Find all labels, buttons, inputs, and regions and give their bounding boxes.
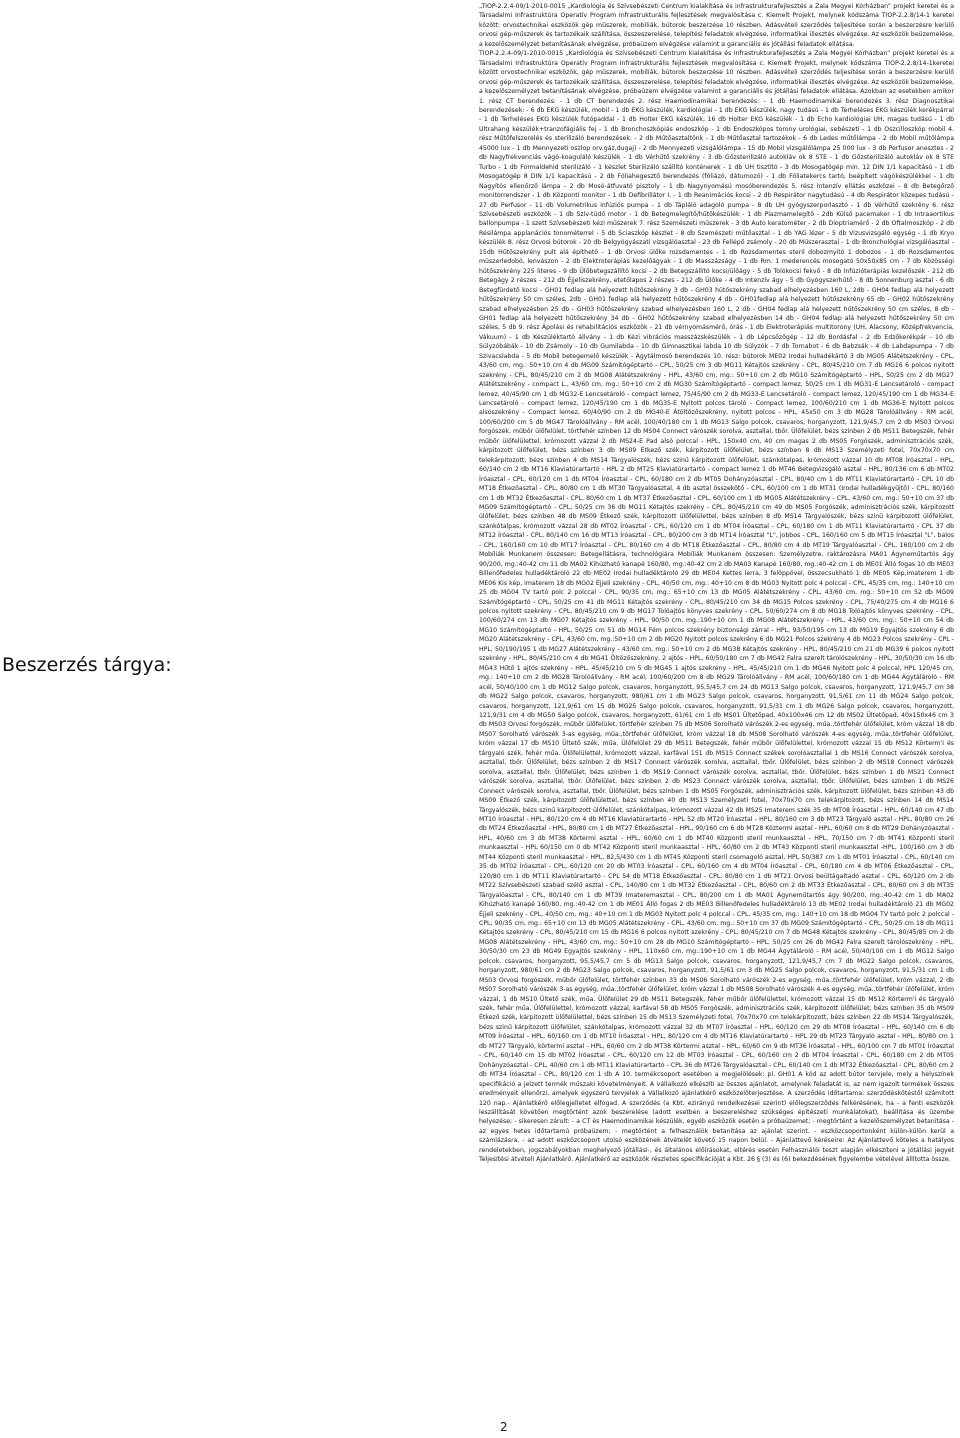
paragraph-intro: „TIOP-2.2.4-09/1-2010-0015 „Kardiológia és Szívsebészeti Centrum kialakítása és infrastrukturafejlesztés a Zala Megyei Kórházban” projekt keretei és a Társadalmi Infrastruktúra Operatív Program Infrastrukturális fejlesztések megvalósítása c. Kiemelt Projekt, melynek kódszáma TIOP-2.2.8/14-1 keretei között: orvostechnikai eszközök gép műszerek, mobíliák, bútorok beszerzése 10 részben. Adásvételi szerződés teljesítése során a beszerzésre kerülő orvosi gép-műszerek és tartozékaik szállítása, összeszerelése, telepítési feladatok elvégzése, informatikai illesztés elvégzése. Az eszközök beüzemelése, a kezelőszemélyzet betanításának elvégzése, próbaüzem elvégzése valamint a garanciális és jótállási feladatok ellátása. [479, 3, 954, 48]
paragraph-details: TIOP-2.2.4-09/1-2010-0015 „Kardiológia és Szívsebészeti Centrum kialakítása és infrastrukturafejlesztés a Zala Megyei Kórházban” projekt keretei és a Társadalmi Infrastruktúra Operatív Program Infrastrukturális fejlesztések megvalósítása c. Kiemelt Projekt, melynek kódszáma TIOP-2.2.8/14-1keretei között orvostechnikai eszközök, gép műszerek, mobíliák, bútorok beszerzése 10 részben. Adásvételi szerződés teljesítése során a beszerzésre kerülő orvosi gép-műszerek és tartozékaik szállítása, összeszerelése, telepítési feladatok elvégzése, informatikai illesztés elvégzése. Az eszközök beüzemelése, a kezelőszemélyzet betanításának elvégzése, próbaüzem elvégzése valamint a garanciális és jótállási feladatok ellátása. Azokban az esetekben amikor 1. rész CT berendezés: - 1 db CT berendezés 2. rész Haemodinamikai berendezés: - 1 db Haemodinamikai berendezés 3. rész Diagnosztikai berendezések: - 6 db EKG készülék, mobil - 1 db EKG készülék, kardiológiai - 1 db EKG készülék, nagy tudású - 1 db Terheléses EKG készülék kerékpárral - 1 db Terheléses EKG készülék futópaddal - 1 db Holter EKG készülék, 16 db Holter EKG készülék - 1 db Echo kardiológiai UH, magas tudású - 1 db Ultrahang készülék+tranzofágiális fej - 1 db Bronchoszkópiás endoszkóp - 1 db Endoszkópos torony urológiai, sebészeti - 1 db Oszcilloszkóp mobil 4. rész Műtőfelszerelés és sterilizáló berendezések: - 2 db Műtőasztaltönk - 1 db Műtőasztal tartozékok - 6 db Ledes műtőlámpa - 2 db Mobil műtőlámpa 45000 lux - 1 db Mennyezeti oszlop orv.gáz,dugaj) - 2 db Mennyezeti vizsgálólámpa - 15 db Mobil vizsgálólámpa 25 000 lux - 3 db Perfusor anesztes - 2 db Nagyfrekvenciás vágó-koaguláló készülék - 1 db Vérhűtő szekrény - 3 db Gőzsterilizáló autokláv ok 8 STE - 1 db Gőzsterilizáló autokláv ok 8 STE Turbo - 1 db Formaldehid sterilizáló - 1 készlet Sterilizáló szállító konténerek - 1 db UH tisztító - 3 db Mosogatógép min. 12 DIN 1/1 kapacitású - 1 db Mosogatógép 8 DIN 1/1 kapacitású - 2 db Fóliahegesztő berendezés (fóliázó, dátumozó) - 1 db Fóliatekercs tartó, beépített vágókészülékkel - 1 db Nagyítós ellenőrző lámpa - 2 db Mosó-átfuvató pisztoly - 1 db Nagynyomású mosóberendezés 5. rész Intenzív ellátás eszközei - 8 db Betegőrző monitorrendszer - 1 db Központi monitor - 1 db Defibrillátor I. - 1 db Reanimációs kocsi - 2 db Respirátor nagytudású - 4 db Respirátor közepes tudású - 27 db Perfusor - 11 db Volumetrikus infúziós pumpa - 1 db Tápláló adagoló pumpa - 8 db UH gyógyszerporlasztó - 1 db Vérhűtő szekrény 6. rész Szívsebészeti eszközök - 1 db Szív-tüdő motor - 1 db Betegmelegítő/hűtőkészülék - 1 db Plazmamelegítő - 2db Külső pacemaker - 1 db Intraaortikus ballonpumpa - 1 szett Szívsebészeti kézi műszerek 7. rész Szemészeti műszerek - 3 db Auto keratométer - 2 db Dioptriamérő - 2 db Oftalmoszkóp - 2 db Résilámpa applanációs tonométerrel - 5 db Sciaszkóp készlet - 8 db Szemészeti műtőasztal - 1 db YAG lézer - 5 db Vizusvizsgáló egység - 1 db Kryo készülék 8. rész Orvosi bútorok - 20 db Belgyógyászati vizsgálóasztal - 23 db Fellépő zsámoly - 20 db Műszerasztal - 1 db Bronchológiai vizsgálóasztal - 15db Hűtőszekrény pult alá építhető - 1 db Orvosi ülőke rozsdamentes - 1 db Rozsdamentes steril dobozmyitó 1 dobozos - 1 db Rozsdamentes műszerledobó, lenvászon - 2 db Elektroterápiás kezelőágyak - 1 db Masszázságy - 1 db Rm. 1 mederencés mosogató 50x50x85 cm - 7 db Közösségi hűtőszekrény 225 literes - 9 db Ülőbetegszállító kocsi - 2 db Betegszállító kocsi/ülőágy - 5 db Tolókocsi fekvő - 8 db Infúzióterápiás kezelőszék - 212 db Betegágy 2 részes - 212 db Éjjeliszekrény, etetőlapos 2 részes - 212 db Ülőke - 4 db Intenzív ágy - 5 db Gyógyszerhűtő - 8 db Sonnenburg asztal - 6 db Betegfürdető kocsi - GH01 fedlap alá helyezett hűtőszekrény 3 db - GH03 hűtőszekrény szabad elhelyezésben 160 L, 2db - GH04 fedlap alá helyezett hűtőszekrény 50 cm széles, 2db - GH01 fedlap alá helyezett hűtőszekrény 4 db - GH01fedlap alá helyezett hűtőszekrény 65 db - GH02 hűtőszekrény szabad elhelyezésben 25 db - GH03 hűtőszekrény szabad elhelyezésben 160 L, 2 db - GH04 fedlap alá helyezett hűtőszekrény 50 cm széles, 8 db - GH01 fedlap alá helyezett hűtőszekrény 34 db - GH02 hűtőszekrény szabad elhelyezésben 14 db - GH04 fedlap alá helyezett hűtőszekrény 50 cm széles, 5 db 9. rész Ápolási és rehabilitációs eszközök - 21 db vérnyomásmérő, órás - 1 db Elektroterápiás multitorony (UH, Alacsony, Középfrekvencia, Vákuum) - 1 db Készüléktartó állvány - 1 db Kézi vibrációs masszázskészülék - 1 db Lépcsőzőgép - 12 db Bordásfal - 2 db Edzőkerékpár - 10 db Súlyzóbábák - 10 db Zsámoly - 10 db Gumilabda - 10 db Gimnasztikai labda 10 db Súlyzók - 7 db Tornabot - 6 db Babzsák - 4 db Labdapumpa - 7 db Szivacslabda - 5 db Mobil betegemelő készülék - Ágytálmosó berendezés 10. rész: bútorok ME02 Irodai hulladékártó 3 db MG05 Alátétszekrény - CPL, 43/60 cm, mg.: 50+10 cm 4 db MG09 Számítógéptartó - CPL, 50/25 cm 3 db MG11 Kétajtós szekrény - CPL, 80/45/210 cm 7 db MG16 6 polcos nyitott szekrény - CPL, 80/45/210 cm 2 db MG08 Alátétszekrény - HPL, 43/60 cm, mg.: 50+10 cm 2 db MG10 Számítógéptartó - HPL, 50/25 cm 2 db MG27 Alátétszekrény - compact L., 43/60 cm, mg.: 50+10 cm 2 db MG30 Számítógéptartó - compact lemez, 50/25 cm 1 db MG31-E Lencsetároló - compact lemez, 40/45/90 cm 1 db MG32-E Lencsetároló - compact lemez, 75/45/90 cm 2 db MG33-E Lencsetároló - compact lemez, 120/45/190 cm 1 db MG34-E Lencsetároló - compact lemez, 120/45/190 cm 1 db MG35-E Nyitott polcos tároló - Compact lemez, 100/60/210 cm 1 db MG36-E Nyitott polcos alsószekrény - Compact lemez, 60/40/90 cm 2 db MG40-E Átöltözőszekrény, nyitott polcos - HPL, 45x50 cm 3 db MG28 Tárolóállvány - RM acél, 100/60/200 cm 5 db MG47 Tárolóállvány - RM acél, 100/40/180 cm 1 db MG13 Salgo polcok, csavaros, horganyzott, 121,9/45,7 cm 2 db MS03 Orvosi forgószék, műbőr ülőfelület, törtfehér színben 12 db MS04 Connect várószék sorolva, asztallal, tbőr. Ülőfelület, bézs színben 2 db MS11 Betegszék, fehér műbőr ülőfelülettel, krómozott vázzal 2 db MS24-E Pad alsó polccal - HPL, 150x40 cm, 40 cm magas 2 db MS05 Forgószék, adminisztrációs szék, kárpitozott ülőfelület, bézs színben 3 db MS09 Étkező szék, kárpitozott ülőfelület, bézs színben 8 db MS13 Személyzeti fotel, 70x70x70 cm telekárpitozott, bézs színben 4 db MS14 Tárgyalószék, bézs szinű kárpitozott ülőfelület, szánkótalpas, krómozott vázzal 10 db MT08 Íróasztal - HPL, 60/140 cm 2 db MT16 Klaviatúrartartó - HPL 2 db MT25 Klaviatúrartartó - compact lemez 1 db MT46 Betegvizsgáló asztal - HPL, 80/136 cm 6 db MT02 Íróasztal - CPL, 60/120 cm 1 db MT04 Íróasztal - CPL, 60/180 cm 2 db MT05 Dohányzóasztal - CPL, 80/40 cm 1 db MT11 Klaviatúrartartó - CPL 10 db MT18 Étkezőasztal - CPL, 80/80 cm 1 db MT30 Tárgyalóasztal, 4 db asztal összekötő - CPL, 60/100 cm 1 db MT31 (Irodai hulladékgyűjtő) - CPL, 80/160 cm 1 db MT32 Étkezőasztal - CPL, 80/60 cm 1 db MT37 Étkezőasztal - CPL, 60/100 cm 1 db MG05 Alátétszekrény - CPL, 43/60 cm, mg.: 50+10 cm 37 db MG09 Számítógéptartó - CPL, 50/25 cm 36 db MG11 Kétajtós szekrény - CPL, 80/45/210 cm 49 db MS05 Forgószék, adminisztrációs szék, kárpitozott ülőfelület, bézs színben 48 db MS09 Étkező szék, kárpitozott ülőfelülettel, bézs színben 8 db MS14 Tárgyalószék, bézs szinű kárpitozott ülőfelület, szánkótalpas, krómozott vázzal 28 db MT02 Íróasztal - CPL, 60/120 cm 1 db MT04 Íróasztal - CPL, 60/180 cm 1 db MT11 Klaviatúrartartó - CPL 37 db MT12 Íróasztal - CPL, 80/140 cm 16 db MT13 Íróasztal - CPL, 80/200 cm 3 db MT14 Íróasztal "L", jobbos - CPL, 160/160 cm 5 db MT15 Íróasztal "L", balos - CPL, 160/160 cm 10 db MT17 Íróasztal - CPL, 80/160 cm 4 db MT18 Étkezőasztal - CPL, 80/80 cm 4 db MT19 Tárgyalóasztal - CPL, 160/100 cm 2 db Mobíliák Munkanem összesen: Betegellátásra, technológiára Mobíliák Munkanem összesen: Személyzetre, raktározásra MA01 Ágyneműtartós ágy 90/200, mg.:40-42 cm 11 db MA02 Kihúzható kanapé 160/80, mg.:40-42 cm 2 db MA03 Kanapé 160/80, mg.:40-42 cm 1 db ME01 Álló fogas 10 db ME03 Billenőfedeles hulladéktároló 22 db ME02 Irodai hulladéktároló 29 db ME04 Kettes lerra, 3 felöppövel, összecsukható 1 db ME05 Kép,imaterem 1 db ME06 Kis kép, imaterem 18 db MG02 Éjjeli szekrény - CPL, 40/50 cm, mg.: 40+10 cm 8 db MG03 Nyitott polc 4 polccal - CPL, 45/35 cm, mg.: 140+10 cm 25 db MG04 TV tartó polc 2 polccal - CPL, 90/35 cm, mg.: 65+10 cm 13 db MG05 Alátétszekrény - CPL, 43/60 cm, mg.: 50+10 cm 52 db MG09 Számítógéptartó - CPL, 50/25 cm 41 db MG11 Kétajtós szekrény - CPL, 80/45/210 cm 34 db MG15 Polcos szekrény - CPL, 75/40/275 cm 4 db MG16 6 polcos nyitott szekrény - CPL, 80/45/210 cm 9 db MG17 Tolóajtós könyves szekrény - CPL, 50/60/274 cm 8 db MG18 Tolóajtós könyves szekrény - CPL, 100/60/274 cm 13 db MG07 Kétajtós szekrény - HPL, 90/50 cm, mg.:190+10 cm 1 db MG08 Alátétszekrény - HPL, 43/60 cm, mg.: 50+10 cm 54 db MG10 Számítógéptartó - HPL, 50/25 cm 51 db MG14 Fém polcos szekrény biztonsági zárral - HPL, 93/50/195 cm 13 db MG19 Egyajtós szekrény 6 db MG20 Alátétszekrény - CPL, 43/60 cm, mg.:50+10 cm 2 db MG20 Nyitott polcos szekrény 6 db MG21 Polcos szekrény 4 db MG23 Polcos szekrény - CPL - HPL, 50/190/195 1 db MG27 Alátétszekrény - 43/60 cm, mg.: 50+10 cm 2 db MG38 Kétajtós szekrény - HPL, 80/45/210 cm 21 db MG39 6 polcos nyitott szekrény - HPL, 80/45/210 cm 4 db MG41 Öltözőszekrény, 2 ajtós - HPL, 60/50/180 cm 7 db MG42 Falra szerelt tárolószekrény - HPL, 30/50/30 cm 16 db MG43 Hűtő 1 ajtós szekrény - HPL, 45/45/210 cm 5 db MG45 1 ajtós szekrény - HPL, 45/45/210 cm 1 db MG46 Nyitott polc 4 polccal, HPL 120/45 cm, mg.: 140+10 cm 2 db MG28 Tárolóállvány - RM acél, 100/60/200 cm 8 db MG29 Tárolóállvány - RM acél, 100/60/180 cm 1 db MG44 Ágytálároló - RM acél, 50/40/100 cm 1 db MG12 Salgo polcok, csavaros, horganyzott, 95,5/45,7 cm 24 db MG13 Salgo polcok, csavaros, horganyzott, 121,9/45,7 cm 38 db MG22 Salgo polcok, csavaros, horganyzott, 980/61 cm 1 db MG23 Salgo polcok, csavaros, horganyzott, 91,5/61 cm 11 db MG24 Salgo polcok, csavaros, horganyzott, 121,9/61 cm 15 db MG25 Salgo polcok, csavaros, horganyzott, 91,5/31 cm 1 db MG26 Salgo polcok, csavaros, horganyzott, 121,9/31 cm 4 db MG50 Salgo polcok, csavaros, horganyzott, 61/61 cm 1 db MS01 Ültetőpad, 40x100x46 cm 12 db MS02 Ültetőpad, 40x150x46 cm 3 db MS03 Orvosi forgószék, műbőr ülőfelület, törtfehér színben 75 db MS06 Sorolható várószék 2-es egység, műa.,törtfehér ülőfelület, króm vázzal 18 db MS07 Sorolható várószék 3-as egység, műa.,törtfehér ülőfelület, króm vázzal 18 db MS08 Sorolható várószék 4-es egység, műa.,törtfehér ülőfelület, króm vázzal 17 db MS10 Ültető szék, műa. Ülőfelület 29 db MS11 Betegszék, fehér műbőr ülőfelülettel, krómozott vázzal 15 db MS12 Körterm'i és tárgyaló szék, fehér műa. Ülőfelülettel, krómozott vázzal, karfával 151 db MS15 Connect székek sorolóasztallal 1 db MS16 Connect várószék sorolva, asztallal, tbőr. Ülőfelület, bézs színben 2 db MS17 Connect várószék sorolva, asztallal, tbőr. Ülőfelület, bézs színben 2 db MS18 Connect várószék sorolva, asztallal, tbőr. Ülőfelület, bézs színben 1 db MS19 Connect várószék sorolva, asztallal, tbőr. Ülőfelület, bézs színben 1 db MS21 Connect várószék sorolva, asztallal, tbőr. Ülőfelület, bézs színben 2 db MS23 Connect várószék sorolva, asztallal, tbőr. Ülőfelület, bézs színben 1 db MS26 Connect várószék sorolva, asztallal, tbőr. Ülőfelület, bézs színben 1 db MS05 Forgószék, adminisztrációs szék, kárpitozott ülőfelület, bézs színben 43 db MS09 Étkező szék, kárpitozott ülőfelülettel, bézs színben 40 db MS13 Személyzeti fotel, 70x70x70 cm telekárpitozott, bézs színben 14 db MS14 Tárgyalószék, bézs szinű kárpitozott ülőfelület, szánkótalpas, krómozott vázzal 42 db MS25 Imaterem szék 35 db MT08 Íróasztal - HPL, 60/140 cm 47 db MT10 Íróasztal - HPL, 80/120 cm 4 db MT16 Klaviatúrartartó - HPL 52 db MT20 Íróasztal - HPL, 80/160 cm 3 db MT23 Tárgyaló asztal - HPL, 80/80 cm 26 db MT24 Étkezőasztal - HPL, 80/80 cm 1 db MT27 Étkezőasztal - HPL, 90/160 cm 6 db MT28 Köztermi asztal - HPL, 60/60 cm 8 db MT29 Dohányzóasztal - HPL, 40/60 cm 3 db MT38 Körtermi asztal - HPL, 60/60 cm 1 db MT40 Központi steril munkaasztal - HPL, 70/150 cm 7 db MT41 Központi steril munkaasztal - HPL 60/150 cm 0 db MT42 Központi steril munkaasztal - HPL, 60/80 cm 2 db MT43 Központi steril munkaasztal -HPL, 100/160 cm 3 db MT44 Központi steril munkaasztal - HPL, 82,5/430 cm 1 db MT45 Központi steril csomagoló asztal, HPL 50/387 cm 1 db MT01 Íróasztal - CPL, 60/140 cm 35 db MT02 Íróasztal - CPL, 60/120 cm 20 db MT03 Íróasztal - CPL, 60/160 cm 4 db MT04 Íróasztal - CPL, 60/180 cm 4 db MT06 Étkezőasztal - CPL, 120/80 cm 1 db MT11 Klaviatúrartartó - CPL 54 db MT18 Étkezőasztal - CPL, 80/80 cm 1 db MT21 Orvosi beültágaltadó asztal - CPL, 60/120 cm 2 db MT22 Szívsebészeti szabad szélű asztal - CPL, 140/80 cm 1 db MT32 Étkezőasztal - CPL, 80/60 cm 2 db MT33 Étkezőasztal - CPL, 80/60 cm 3 db MT35 Tárgyalóasztal - CPL, 80/140 cm 1 db MT39 Imateremasztal - CPL, 80/200 cm 1 db MA01 Ágyneműtartós ágy 90/200, mg.:40-42 cm 1 db MA02 Kihúzható kanapé 160/80, mg.:40-42 cm 1 db ME01 Álló fogas 2 db ME03 Billenőfedeles hulladéktároló 13 db ME02 Irodai hulladéktároló 21 db MG02 Éjjeli szekrény - CPL, 40/50 cm, mg.: 40+10 cm 1 db MG03 Nyitott polc 4 polccal - CPL, 45/35 cm, mg.: 140+10 cm 18 db MG04 TV tartó polc 2 polccal - CPL, 90/35 cm, mg.: 65+10 cm 13 db MG05 Alátétszekrény - CPL, 43/60 cm, mg.: 50+10 cm 37 db MG09 Számítógéptartó - CPL, 50/25 cm 18 db MG11 Kétajtós szekrény - CPL, 80/45/210 cm 15 db MG16 6 polcos nyitott szekrény - CPL, 80/45/210 cm 7 db MG48 Kétajtós szekrény - CPL, 80/45/85 cm 2 db MG08 Alátétszekrény - HPL, 43/60 cm, mg.: 50+10 cm 28 db MG10 Számítógéptartó - HPL, 50/25 cm 26 db MG42 Falra szerelt tárolószekrény - HPL, 30/50/30 cm 23 db MG49 Egyajtós szekrény - HPL, 110x60 cm, mg.:190+10 cm 1 db MG44 Ágytálároló - RM acél, 50/40/100 cm 1 db MG12 Salgo polcok, csavaros, horganyzott, 95,5/45,7 cm 5 db MG13 Salgo polcok, csavaros, horganyzott, 121,9/45,7 cm 7 db MG22 Salgo polcok, csavaros, horganyzott, 980/61 cm 2 db MG23 Salgo polcok, csavaros, horganyzott, 91,5/61 cm 3 db MG25 Salgo polcok, csavaros, horganyzott, 91,5/31 cm 1 db MS03 Orvosi forgószék, műbőr ülőfelület, törtfehér színben 33 db MS06 Sorolható várószék 2-es egység, műa.,törtfehér ülőfelület, króm vázzal, 2 db MS07 Sorolható várószék 3-as egység, műa.,törtfehér ülőfelület, króm vázzal 1 db MS08 Sorolható várószék 4-es egység, műa.,törtfehér ülőfelület, króm vázzal, 1 db MS10 Ültető szék, műa. Ülőfelület 29 db MS11 Betegszék, fehér műbőr ülőfelülettel, krómozott vázzal 15 db MS12 Körterm'i és tárgyaló szék, fehér műa. Ülőfelülettel, krómozott vázzal, karfával 58 db MS05 Forgószék, adminisztrációs szék, kárpitozott ülőfelület, bézs színben 35 db MS09 Étkező szék, kárpitozott ülőfelülettel, bézs színben 15 db MS13 Személyzeti fotel, 70x70x70 cm telekárpitozott, bézs színben 22 db MS14 Tárgyalószék, bézs szinű kárpitozott ülőfelület, szánkótalpas, krómozott vázzal 32 db MT07 Íróasztal - HPL, 60/120 cm 29 db MT08 Íróasztal - HPL, 60/140 cm 6 db MT09 Íróasztal - HPL, 60/160 cm 1 db MT10 Íróasztal - HPL, 80/120 cm 4 db MT16 Klaviatúrartartó - HPL 29 db MT23 Tárgyaló asztal - HPL, 80/80 cm 1 db MT27 Tárgyaló, körtermi asztal - HPL, 60/60 cm 2 db MT38 Körtermi asztal - HPL, 60/60 cm 9 db MT36 Íróasztal - HPL, 60/100 cm 7 db MT01 Íróasztal - CPL, 60/140 cm 15 db MT02 Íróasztal - CPL, 60/120 cm 12 db MT03 Íróasztal - CPL, 60/160 cm 2 db MT04 Íróasztal - CPL, 60/180 cm 2 db MT05 Dohányzóasztal - CPL, 40/60 cm 1 db MT11 Klaviatúrartartó - CPL 36 db MT26 Tárgyalóasztal - CPL, 60/140 cm 1 db MT32 Étkezőasztal - CPL, 80/60 cm 2 db MT34 Íróasztal - CPL, 80/120 cm 1 db A 10. termékcsoport esetében a megjelölések: pl. GH01 A kód az adott bútor tervjele, mely a helyszínek specifikáció a jelzett termék műszaki követelményeit. A vállalkozó elkészíti az összes ajánlatot, amelynek feladatát is, az nem igazolt termékek összes eredményeit ellenőrzi, amelyek egyszerű tervjelek a Vállalkozó ajánlatkérő eszközelőterjesztése. A szerződés időtartama: szerződéskötéstől számított 120 nap.- Ajánlatkérő előlegjelletet elfogad. A szerződés (a Kbt. ezirányú rendelkezései szerint) előlegszerződés felkérésének, ha - a fenti eszközök leszállítását követően megtörtént azok beszerelése (adott esetben a beszereléshez szükséges építészeti munkálatokat), beállítása és üzembe helyezése; - sikeresen zárult: - a CT és Haemodinamikai készülék, egyéb eszközök esetén a próbaüzemet; - megtörtént a kezelőszemélyzet betanítása - az egyes hetes időtartamú próbaüzem; - megtörtént a felhasználók betanítása az ajánlat szerint. - eszközcsoportonként külön-külön kerül a számlázásra, - az adott eszközcsoport utolsó eszközének átvételét követő 15 napon belül. - Ajánlattevő kéréseire: Az Ajánlattevő köteles a hatályos rendeletekben, jogszabályokban meghelyező jótállási-, és általános előírásokat, eltérés esetén Felhasználói teszt alapján elkészíteni a jótállási jegyet Teljesítési átvételi Ajánlatkérő. Ajánlatkérő az eszközök részletes specifikációját a Kbt. 26 § (3) és (6) bekezdésének figyelembe vételével állította össze. [479, 50, 954, 1164]
subject-label: Beszerzés tárgya: [2, 654, 172, 676]
procurement-subject-text [479, 2, 954, 1382]
page-number: 2 [500, 1420, 508, 1434]
